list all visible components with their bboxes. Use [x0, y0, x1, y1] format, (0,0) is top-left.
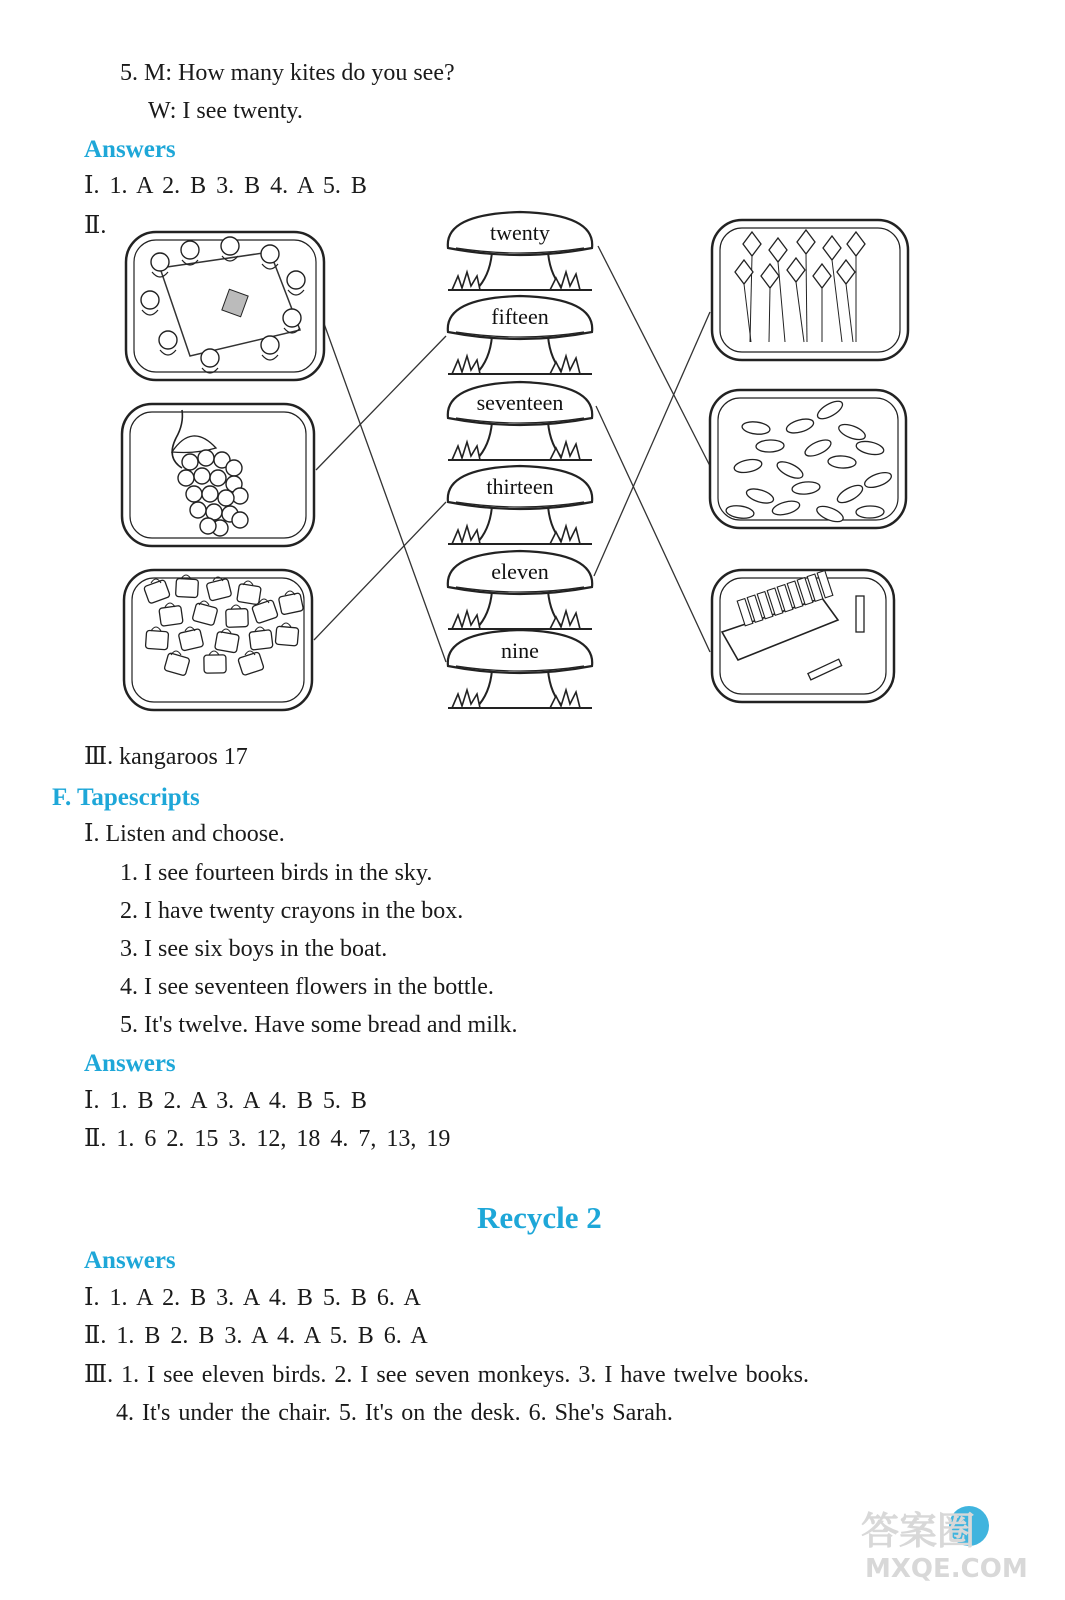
answer-f-1: Ⅰ. 1. B 2. A 3. A 4. B 5. B: [84, 1088, 367, 1114]
mushroom-word: nine: [501, 638, 539, 663]
mushroom-word: twenty: [490, 220, 550, 245]
bags-picture: [124, 570, 312, 710]
recycle-answer-1: Ⅰ. 1. A 2. B 3. A 4. B 5. B 6. A: [84, 1285, 421, 1311]
answer-part-1: Ⅰ. 1. A 2. B 3. B 4. A 5. B: [84, 173, 367, 199]
tapescript-item: 4. I see seventeen flowers in the bottle.: [120, 974, 494, 1000]
mushroom-word: thirteen: [486, 474, 554, 499]
mushroom-thirteen: [448, 466, 592, 544]
peanuts-picture: [710, 390, 906, 528]
tapescript-item: 1. I see fourteen birds in the sky.: [120, 860, 433, 886]
answer-part-3: Ⅲ. kangaroos 17: [84, 744, 248, 770]
crayons-picture: [712, 570, 894, 702]
mushroom-fifteen: [448, 296, 592, 374]
tapescript-item: 5. It's twelve. Have some bread and milk.: [120, 1012, 518, 1038]
mushroom-word: seventeen: [476, 390, 564, 415]
tapescripts-heading: F. Tapescripts: [52, 784, 200, 811]
mushroom-nine: [448, 630, 592, 708]
answers-heading-f: Answers: [84, 1050, 176, 1077]
tapescript-item: 3. I see six boys in the boat.: [120, 936, 388, 962]
dialogue-line-1: 5. M: How many kites do you see?: [120, 60, 455, 86]
connector-line: [598, 246, 710, 466]
mushroom-word: fifteen: [491, 304, 549, 329]
grapes-picture: [122, 404, 314, 546]
tapescript-instruction: Ⅰ. Listen and choose.: [84, 821, 285, 847]
kids-at-table-picture: [126, 232, 324, 380]
dialogue-line-2: W: I see twenty.: [148, 98, 303, 124]
answer-f-2: Ⅱ. 1. 6 2. 15 3. 12, 18 4. 7, 13, 19: [84, 1126, 451, 1152]
mushroom-twenty: [448, 212, 592, 290]
recycle-answer-3-line-2: 4. It's under the chair. 5. It's on the desk. 6. She's Sarah.: [116, 1400, 673, 1426]
answer-part-2-label: Ⅱ.: [84, 213, 107, 239]
answers-heading-recycle: Answers: [84, 1247, 176, 1274]
connector-line: [314, 502, 446, 640]
matching-diagram: [0, 0, 1065, 720]
recycle-title: Recycle 2: [477, 1200, 602, 1235]
connector-line: [322, 318, 446, 662]
watermark-bottom-text: MXQE.COM: [865, 1554, 1028, 1584]
mushroom-eleven: [448, 551, 592, 629]
mushroom-seventeen: [448, 382, 592, 460]
watermark: [851, 1504, 1051, 1594]
answers-heading-e: Answers: [84, 136, 176, 163]
mushroom-word: eleven: [491, 559, 549, 584]
recycle-answer-3-line-1: Ⅲ. 1. I see eleven birds. 2. I see seven monkeys. 3. I have twelve books.: [84, 1362, 809, 1388]
kites-picture: [712, 220, 908, 360]
tapescript-item: 2. I have twenty crayons in the box.: [120, 898, 464, 924]
recycle-answer-2: Ⅱ. 1. B 2. B 3. A 4. A 5. B 6. A: [84, 1323, 428, 1349]
watermark-top-text: 答案圈: [861, 1509, 976, 1553]
